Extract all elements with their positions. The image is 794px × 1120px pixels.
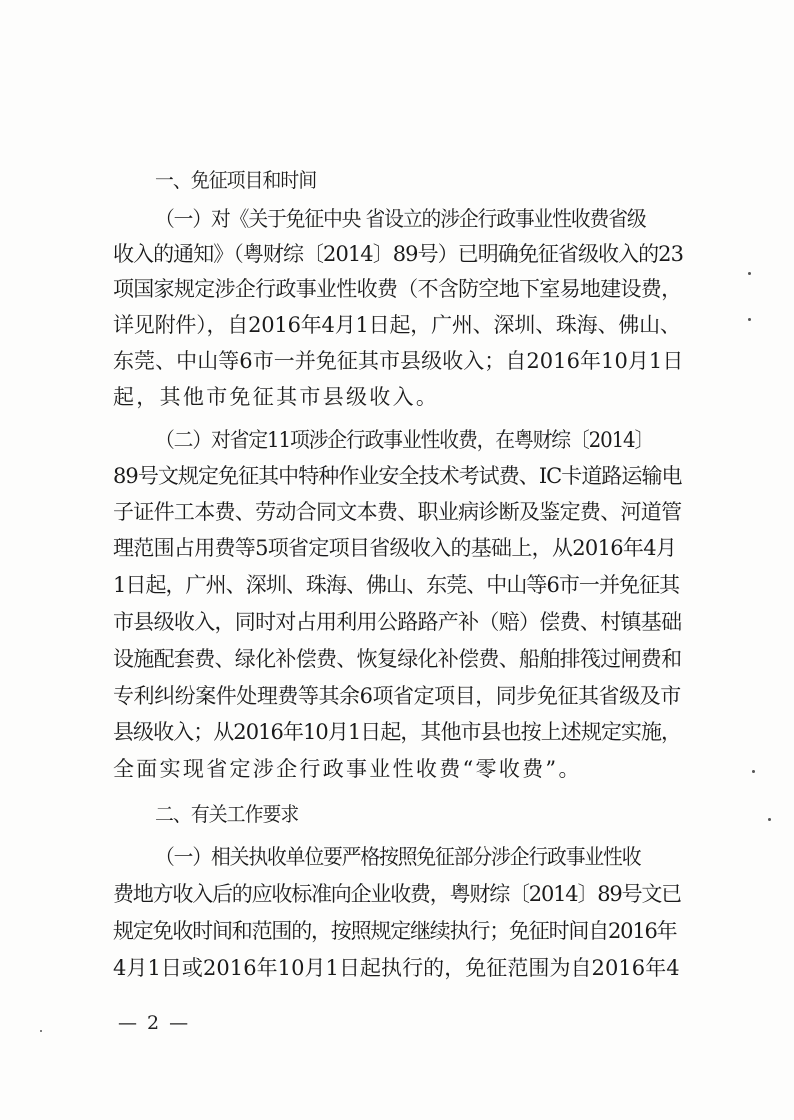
page-number: — 2 —	[118, 1012, 191, 1034]
paragraph-line: 89号文规定免征其中特种作业安全技术考试费、IC卡道路运输电	[113, 464, 682, 488]
paragraph-line: 项国家规定涉企行政事业性收费（不含防空地下室易地建设费，	[113, 277, 682, 301]
paragraph-line: 规定免收时间和范围的，按照规定继续执行；免征时间自2016年	[113, 919, 677, 943]
paragraph-line: 市县级收入，同时对占用利用公路路产补（赔）偿费、村镇基础	[113, 610, 682, 634]
scan-speck	[748, 272, 751, 275]
paragraph-line: 收入的通知》（粤财综〔2014〕89号）已明确免征省级收入的23	[113, 242, 683, 266]
section-heading-work-requirements: 二、有关工作要求	[155, 802, 299, 826]
paragraph-line: （二）对省定11项涉企行政事业性收费，在粤财综〔2014〕	[155, 428, 654, 452]
scan-speck	[748, 318, 751, 321]
paragraph-line: 4月1日或2016年10月1日起执行的，免征范围为自2016年4	[113, 956, 680, 980]
paragraph-line: 起，其他市免征其市县级收入。	[113, 385, 440, 409]
paragraph-line: 1日起，广州、深圳、珠海、佛山、东莞、中山等6市一并免征其	[113, 573, 680, 597]
paragraph-line: 专利纠纷案件处理费等其余6项省定项目，同步免征其省级及市	[113, 684, 681, 708]
paragraph-line: 全面实现省定涉企行政事业性收费“零收费”。	[113, 757, 582, 781]
paragraph-line: 费地方收入后的应收标准向企业收费，粤财综〔2014〕89号文已	[113, 882, 681, 906]
paragraph-line: 子证件工本费、劳动合同文本费、职业病诊断及鉴定费、河道管	[113, 500, 682, 524]
paragraph-line: （一）相关执收单位要严格按照免征部分涉企行政事业性收	[155, 845, 641, 869]
paragraph-line: 东莞、中山等6市一并免征其市县级收入；自2016年10月1日	[113, 349, 684, 373]
scan-speck	[768, 818, 771, 821]
paragraph-line: （一）对《关于免征中央 省设立的涉企行政事业性收费省级	[155, 207, 646, 231]
paragraph-line: 详见附件），自2016年4月1日起，广州、深圳、珠海、佛山、	[113, 313, 681, 337]
section-heading-exemption-items: 一、免征项目和时间	[155, 168, 317, 192]
paragraph-line: 理范围占用费等5项省定项目省级收入的基础上，从2016年4月	[113, 536, 677, 560]
scan-speck	[40, 1030, 42, 1032]
paragraph-line: 县级收入；从2016年10月1日起，其他市县也按上述规定实施，	[113, 720, 682, 744]
paragraph-line: 设施配套费、绿化补偿费、恢复绿化补偿费、船舶排筏过闸费和	[113, 647, 682, 671]
scan-speck	[752, 770, 755, 773]
